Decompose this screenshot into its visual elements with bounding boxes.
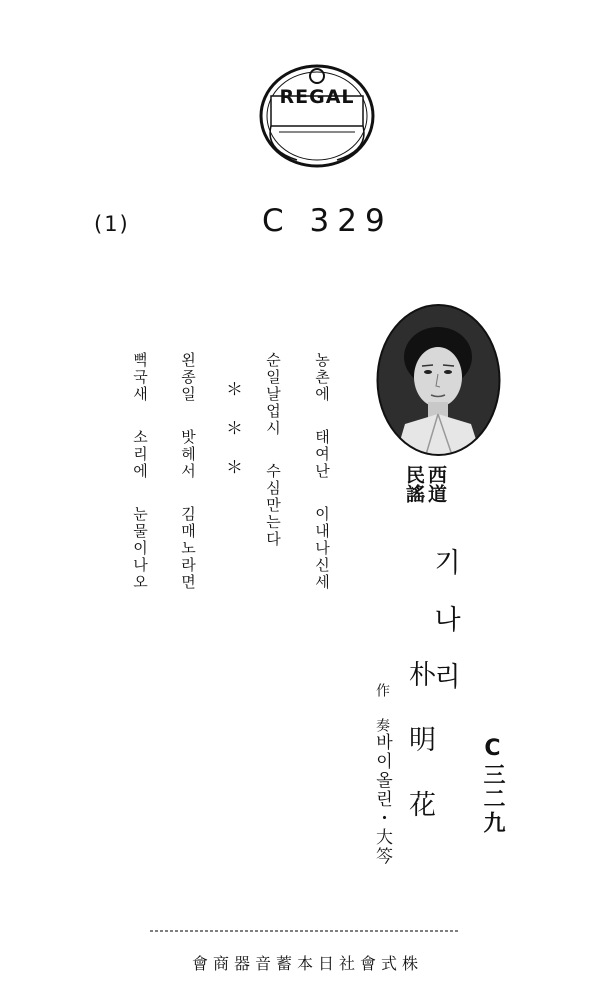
catalog-number-vertical: C三二九: [480, 736, 505, 835]
lyric-line: 뻑국새 소리에 눈물이나오: [131, 352, 149, 591]
song-title: 기나리: [429, 548, 460, 719]
genre-label-folk-song: 民謠: [403, 465, 425, 503]
genre-label-west: 西道: [425, 465, 447, 503]
credit-role-compose: 作: [374, 683, 390, 697]
lyric-line: 왼종일 밧헤서 김매노라면: [179, 352, 197, 591]
accompaniment-instruments: 바이올린・大笒: [372, 733, 392, 866]
catalog-number: C 329: [262, 203, 393, 239]
logo-wordmark: REGAL: [279, 86, 355, 108]
lyric-line: 농촌에 태여난 이내나신세: [313, 352, 331, 591]
divider-rule: [150, 929, 460, 933]
singer-portrait: [375, 302, 502, 458]
lyric-separator: ＊＊＊: [222, 380, 242, 497]
credit-role-perform: 奏: [374, 718, 390, 732]
lyric-line: 순일날업시 수심만는다: [264, 352, 282, 548]
singer-name: 朴明花: [404, 660, 435, 855]
record-side-label: (1): [94, 212, 130, 236]
company-name: 會商器音蓄本日社會式株: [191, 954, 423, 973]
regal-logo: [257, 60, 377, 170]
